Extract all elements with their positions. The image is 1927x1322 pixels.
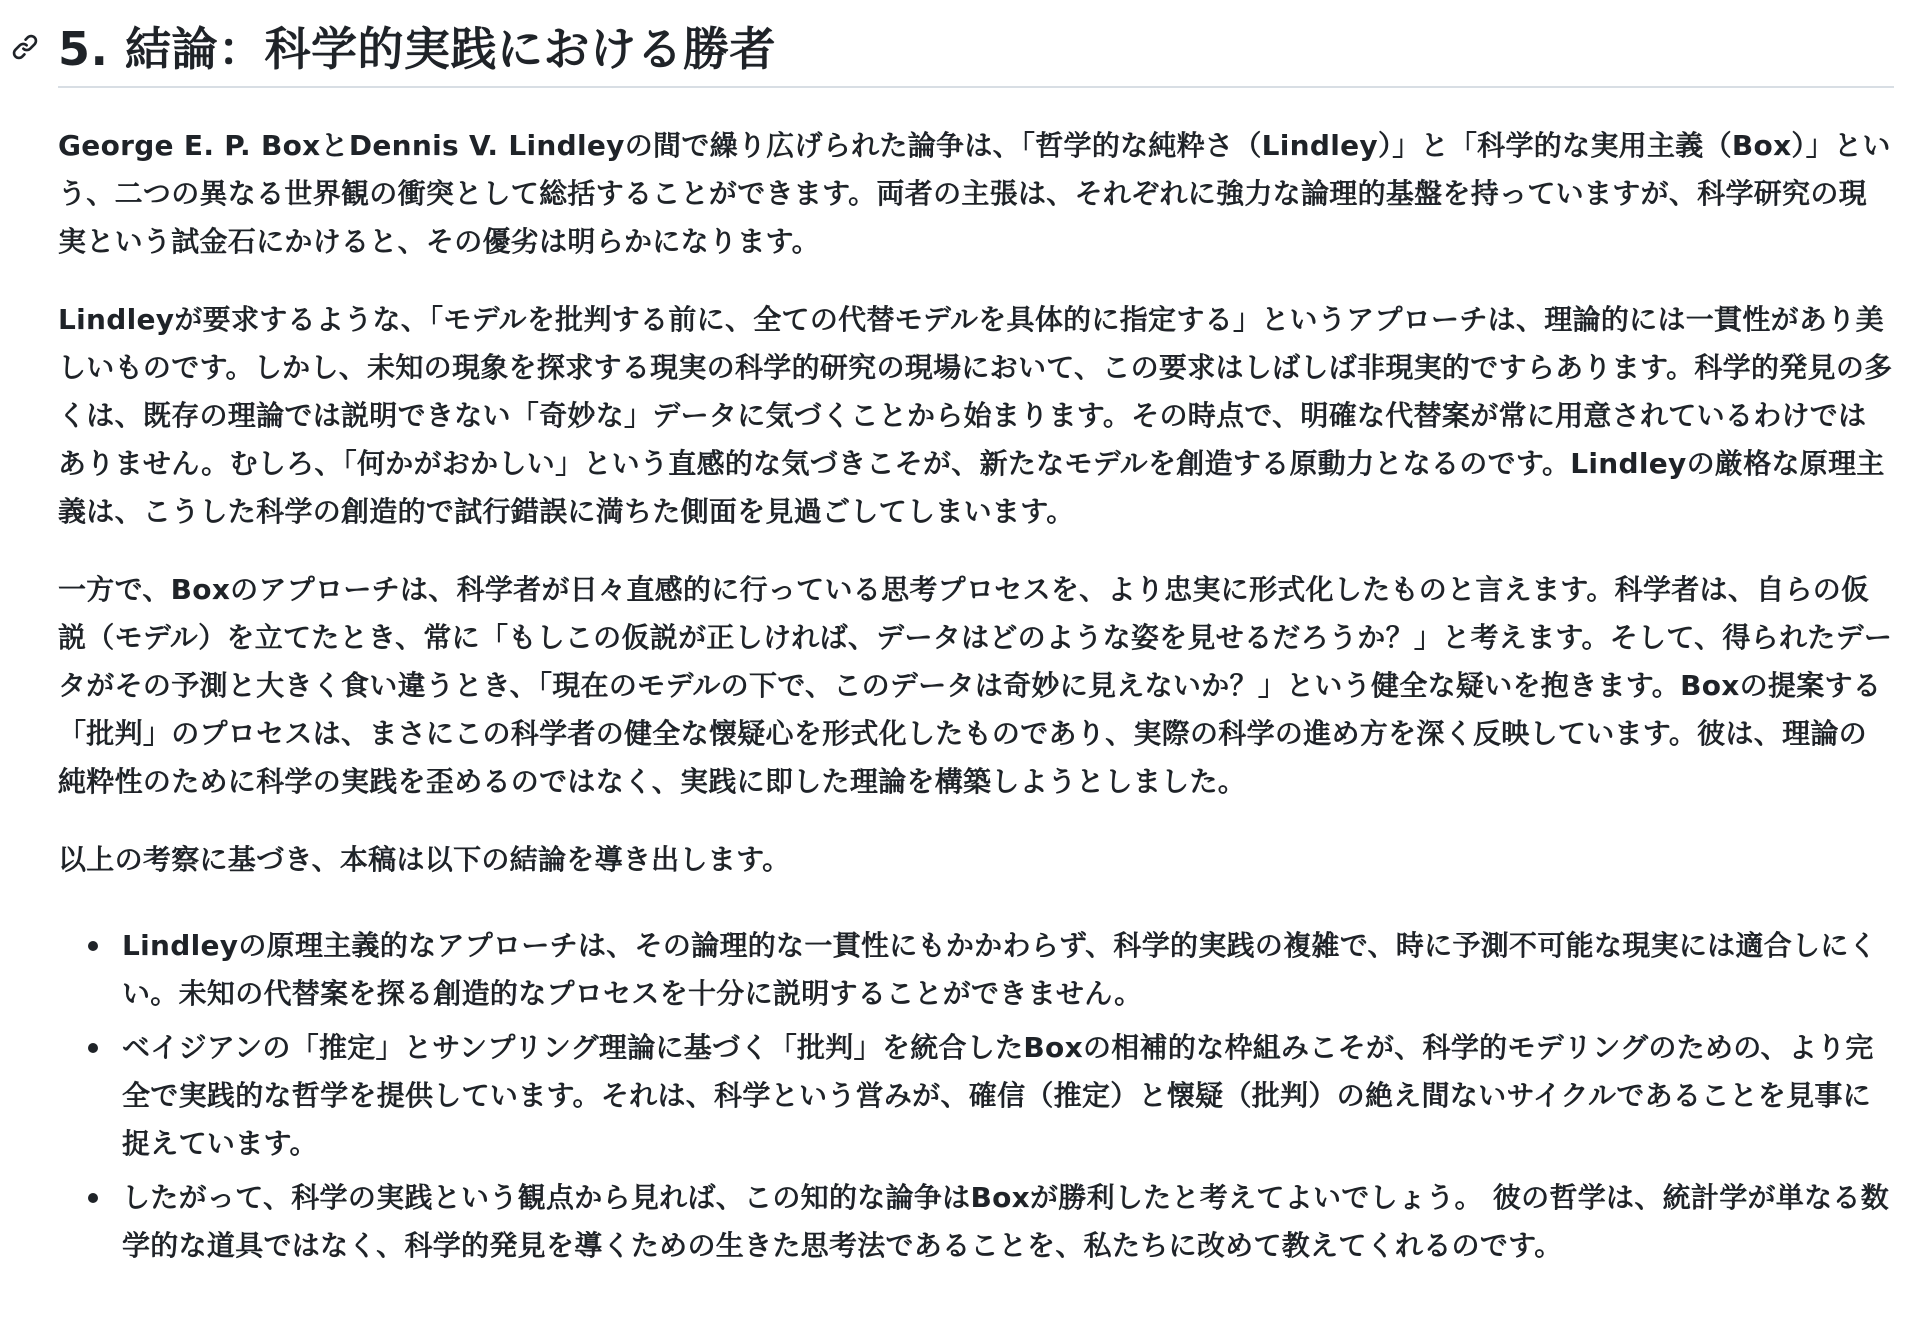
paragraph-box: 一方で、Boxのアプローチは、科学者が日々直感的に行っている思考プロセスを、より忠実に形式化したものと言えます。科学者は、自らの仮説（モデル）を立てたとき、常に「もしこの仮説が正しければ、データはどのような姿を見せるだろうか？」と考えます。そして、得られたデータがその予測と大きく食い違うとき、「現在のモデルの下で、このデータは奇妙に見えないか？」という健全な疑いを抱きます。Boxの提案する「批判」のプロセスは、まさにこの科学者の健全な懐疑心を形式化したものであり、実際の科学の進め方を深く反映しています。彼は、理論の純粋性のために科学の実践を歪めるのではなく、実践に即した理論を構築しようとしました。 [58, 573, 1893, 798]
heading-anchor-link[interactable] [8, 32, 42, 66]
list-item-text: ベイジアンの「推定」とサンプリング理論に基づく「批判」を統合したBoxの相補的な枠組みこそが、科学的モデリングのための、より完全で実践的な哲学を提供しています。それは、科学という営みが、確信（推定）と懐疑（批判）の絶え間ないサイクルであることを見事に捉えています。 [122, 1031, 1874, 1160]
list-item-text: したがって、科学の実践という観点から見れば、この知的な論争はBoxが勝利したと考えてよいでしょう。 彼の哲学は、統計学が単なる数学的な道具ではなく、科学的発見を導くための生きた思考法であることを、私たちに改めて教えてくれるのです。 [122, 1181, 1890, 1262]
section-heading [0, 10, 1900, 88]
section-body [58, 122, 1894, 1276]
list-item-text: Lindleyの原理主義的なアプローチは、その論理的な一貫性にもかかわらず、科学的実践の複雑で、時に予測不可能な現実には適合しにくい。未知の代替案を探る創造的なプロセスを十分に説明することができません。 [122, 929, 1877, 1010]
link-icon [11, 33, 39, 65]
bullet-icon [88, 1193, 98, 1203]
paragraph-intro-conclusions: 以上の考察に基づき、本稿は以下の結論を導き出します。 [58, 843, 791, 876]
paragraph-lindley: Lindleyが要求するような、「モデルを批判する前に、全ての代替モデルを具体的に指定する」というアプローチは、理論的には一貫性があり美しいものです。しかし、未知の現象を探求する現実の科学的研究の現場において、この要求はしばしば非現実的ですらあります。科学的発見の多くは、既存の理論では説明できない「奇妙な」データに気づくことから始まります。その時点で、明確な代替案が常に用意されているわけではありません。むしろ、「何かがおかしい」という直感的な気づきこそが、新たなモデルを創造する原動力となるのです。Lindleyの厳格な原理主義は、こうした科学の創造的で試行錯誤に満ちた側面を見過ごしてしまいます。 [58, 303, 1893, 528]
paragraph-summary: George E. P. BoxとDennis V. Lindleyの間で繰り広げられた論争は、「哲学的な純粋さ（Lindley）」と「科学的な実用主義（Box）」という、二つの異なる世界観の衝突として総括することができます。両者の主張は、それぞれに強力な論理的基盤を持っていますが、科学研究の現実という試金石にかけると、その優劣は明らかになります。 [58, 129, 1891, 258]
list-item [122, 922, 1894, 1018]
list-item [122, 1174, 1894, 1270]
bullet-icon [88, 1043, 98, 1053]
heading-divider [58, 86, 1894, 88]
bullet-icon [88, 941, 98, 951]
section-title: 5. 結論：科学的実践における勝者 [58, 22, 776, 76]
conclusions-list [58, 922, 1894, 1270]
list-item [122, 1024, 1894, 1168]
